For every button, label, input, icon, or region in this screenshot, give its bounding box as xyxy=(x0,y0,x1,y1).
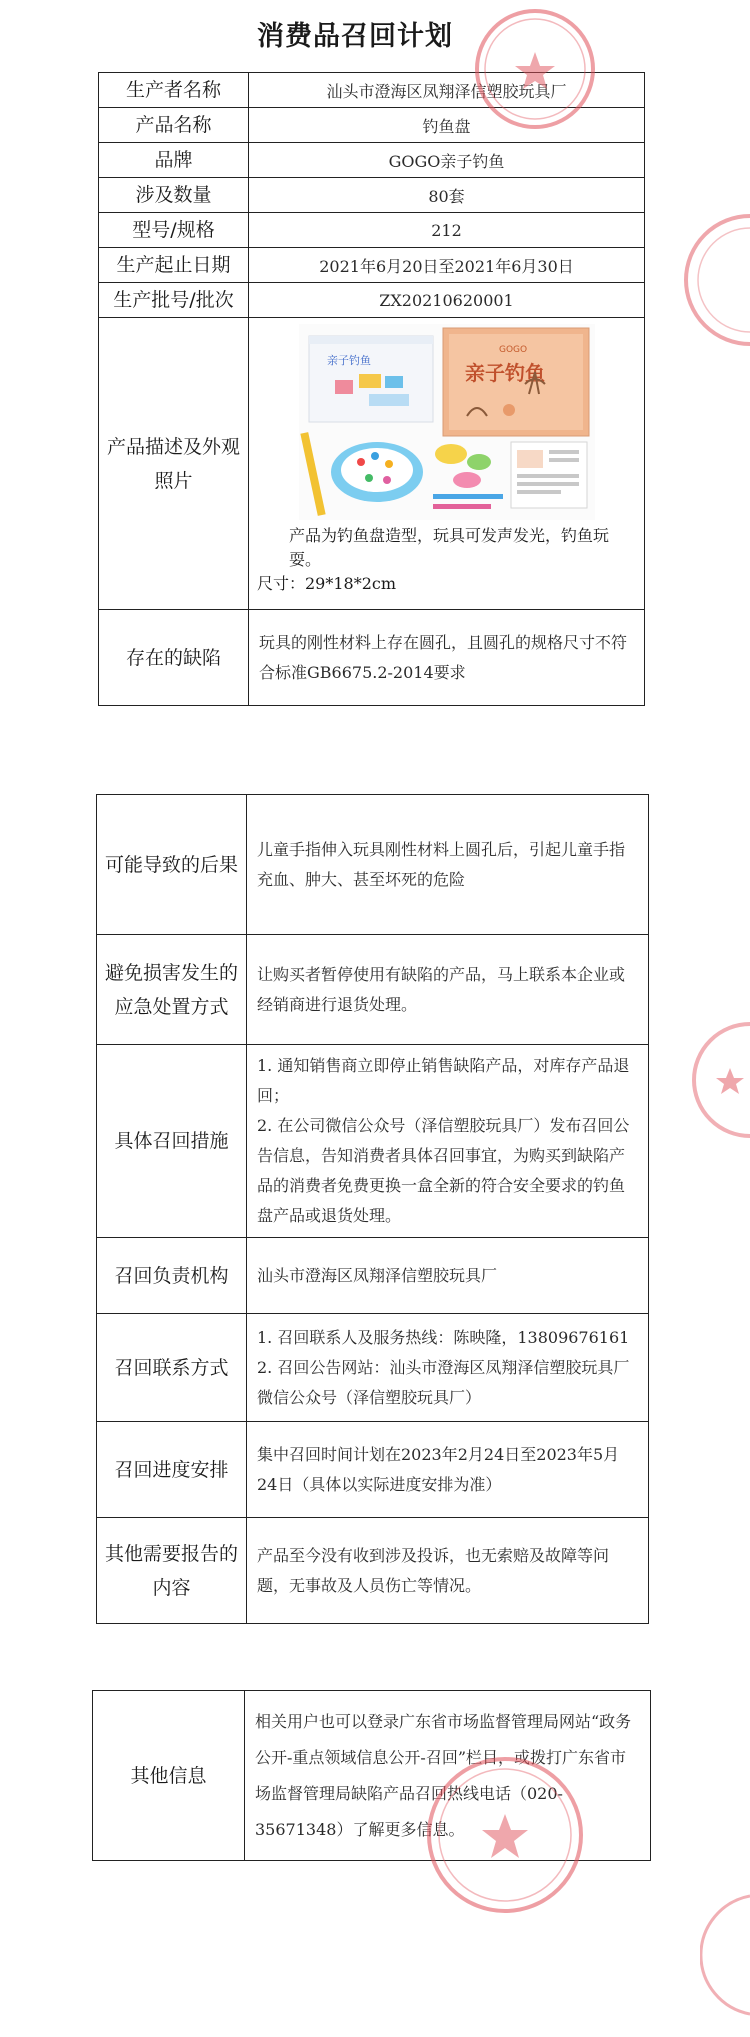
table-row xyxy=(97,1045,649,1238)
row-label: 生产起止日期 xyxy=(99,248,249,283)
table-row xyxy=(97,1422,649,1518)
company-seal-icon xyxy=(470,4,600,134)
table-row xyxy=(97,1238,649,1314)
recall-table-basic xyxy=(98,72,645,706)
box-brand: GOGO xyxy=(498,345,527,355)
row-label xyxy=(99,318,249,610)
label-line: 照片 xyxy=(154,469,193,492)
row-value: 80套 xyxy=(249,178,645,213)
value-line: 1. 通知销售商立即停止销售缺陷产品，对库存产品退回； xyxy=(257,1056,630,1105)
company-seal-icon xyxy=(420,1750,590,1920)
seal-fragment-icon xyxy=(690,1020,750,1140)
row-label xyxy=(97,935,247,1045)
row-value xyxy=(247,1045,649,1238)
label-line: 应急处置方式 xyxy=(114,995,229,1018)
box-text-right: 亲子钓鱼 xyxy=(464,361,545,385)
value-line: 2. 在公司微信公众号（泽信塑胶玩具厂）发布召回公告信息，告知消费者具体召回事宜，为购买到缺陷产品的消费者免费更换一盒全新的符合安全要求的钓鱼盘产品或退货处理。 xyxy=(257,1116,630,1225)
description-line: 尺寸：29*18*2cm xyxy=(257,574,397,593)
row-value: 相关用户也可以登录广东省市场监督管理局网站“政务公开-重点领域信息公开-召回”栏目，或拨打广东省市场监督管理局缺陷产品召回热线电话（020-35671348）了解更多信息。 xyxy=(245,1691,651,1861)
table-row xyxy=(97,795,649,935)
product-description xyxy=(249,520,644,606)
row-label: 召回负责机构 xyxy=(97,1238,247,1314)
table-row xyxy=(97,1314,649,1422)
seal-fragment-icon xyxy=(672,210,750,350)
table-row xyxy=(99,178,645,213)
label-line: 其他需要报告的 xyxy=(104,1542,238,1565)
row-label: 召回联系方式 xyxy=(97,1314,247,1422)
table-row xyxy=(99,143,645,178)
product-photo-image xyxy=(299,324,595,520)
label-line: 内容 xyxy=(152,1576,191,1599)
row-label: 产品名称 xyxy=(99,108,249,143)
table-row xyxy=(99,283,645,318)
row-value: 让购买者暂停使用有缺陷的产品，马上联系本企业或经销商进行退货处理。 xyxy=(247,935,649,1045)
recall-table-measures xyxy=(96,794,649,1624)
row-value: 玩具的刚性材料上存在圆孔，且圆孔的规格尺寸不符合标准GB6675.2-2014要求 xyxy=(249,610,645,706)
row-label: 存在的缺陷 xyxy=(99,610,249,706)
row-value: 汕头市澄海区凤翔泽信塑胶玩具厂 xyxy=(249,73,645,108)
table-row-defect xyxy=(99,610,645,706)
row-label: 具体召回措施 xyxy=(97,1045,247,1238)
row-value: 儿童手指伸入玩具刚性材料上圆孔后，引起儿童手指充血、肿大、甚至坏死的危险 xyxy=(247,795,649,935)
value-line: 2. 召回公告网站：汕头市澄海区凤翔泽信塑胶玩具厂微信公众号（泽信塑胶玩具厂） xyxy=(257,1357,630,1407)
photo-cell xyxy=(249,318,645,610)
row-value: 212 xyxy=(249,213,645,248)
row-label: 可能导致的后果 xyxy=(97,795,247,935)
row-label: 型号/规格 xyxy=(99,213,249,248)
seal-fragment-icon xyxy=(700,1890,750,2020)
box-text-left: 亲子钓鱼 xyxy=(326,354,371,367)
row-value: 钓鱼盘 xyxy=(249,108,645,143)
row-value: 2021年6月20日至2021年6月30日 xyxy=(249,248,645,283)
row-label xyxy=(97,1518,247,1624)
row-value xyxy=(247,1314,649,1422)
row-label: 生产批号/批次 xyxy=(99,283,249,318)
row-value: 集中召回时间计划在2023年2月24日至2023年5月24日（具体以实际进度安排为准） xyxy=(247,1422,649,1518)
value-line: 1. 召回联系人及服务热线：陈映隆，13809676161 xyxy=(257,1327,630,1347)
row-value: 汕头市澄海区凤翔泽信塑胶玩具厂 xyxy=(247,1238,649,1314)
row-label: 召回进度安排 xyxy=(97,1422,247,1518)
row-value: GOGO亲子钓鱼 xyxy=(249,143,645,178)
row-value: ZX20210620001 xyxy=(249,283,645,318)
row-label: 生产者名称 xyxy=(99,73,249,108)
page-title: 消费品召回计划 xyxy=(257,21,453,52)
row-label: 涉及数量 xyxy=(99,178,249,213)
table-row xyxy=(97,1518,649,1624)
label-line: 产品描述及外观 xyxy=(106,435,240,458)
row-label: 品牌 xyxy=(99,143,249,178)
table-row xyxy=(97,935,649,1045)
row-value: 产品至今没有收到涉及投诉，也无索赔及故障等问题，无事故及人员伤亡等情况。 xyxy=(247,1518,649,1624)
table-row-photo xyxy=(99,318,645,610)
table-row xyxy=(99,213,645,248)
table-row xyxy=(99,248,645,283)
product-photo xyxy=(299,324,595,520)
label-line: 避免损害发生的 xyxy=(104,961,238,984)
description-line: 产品为钓鱼盘造型，玩具可发声发光，钓鱼玩耍。 xyxy=(289,526,610,569)
row-label: 其他信息 xyxy=(93,1691,245,1861)
